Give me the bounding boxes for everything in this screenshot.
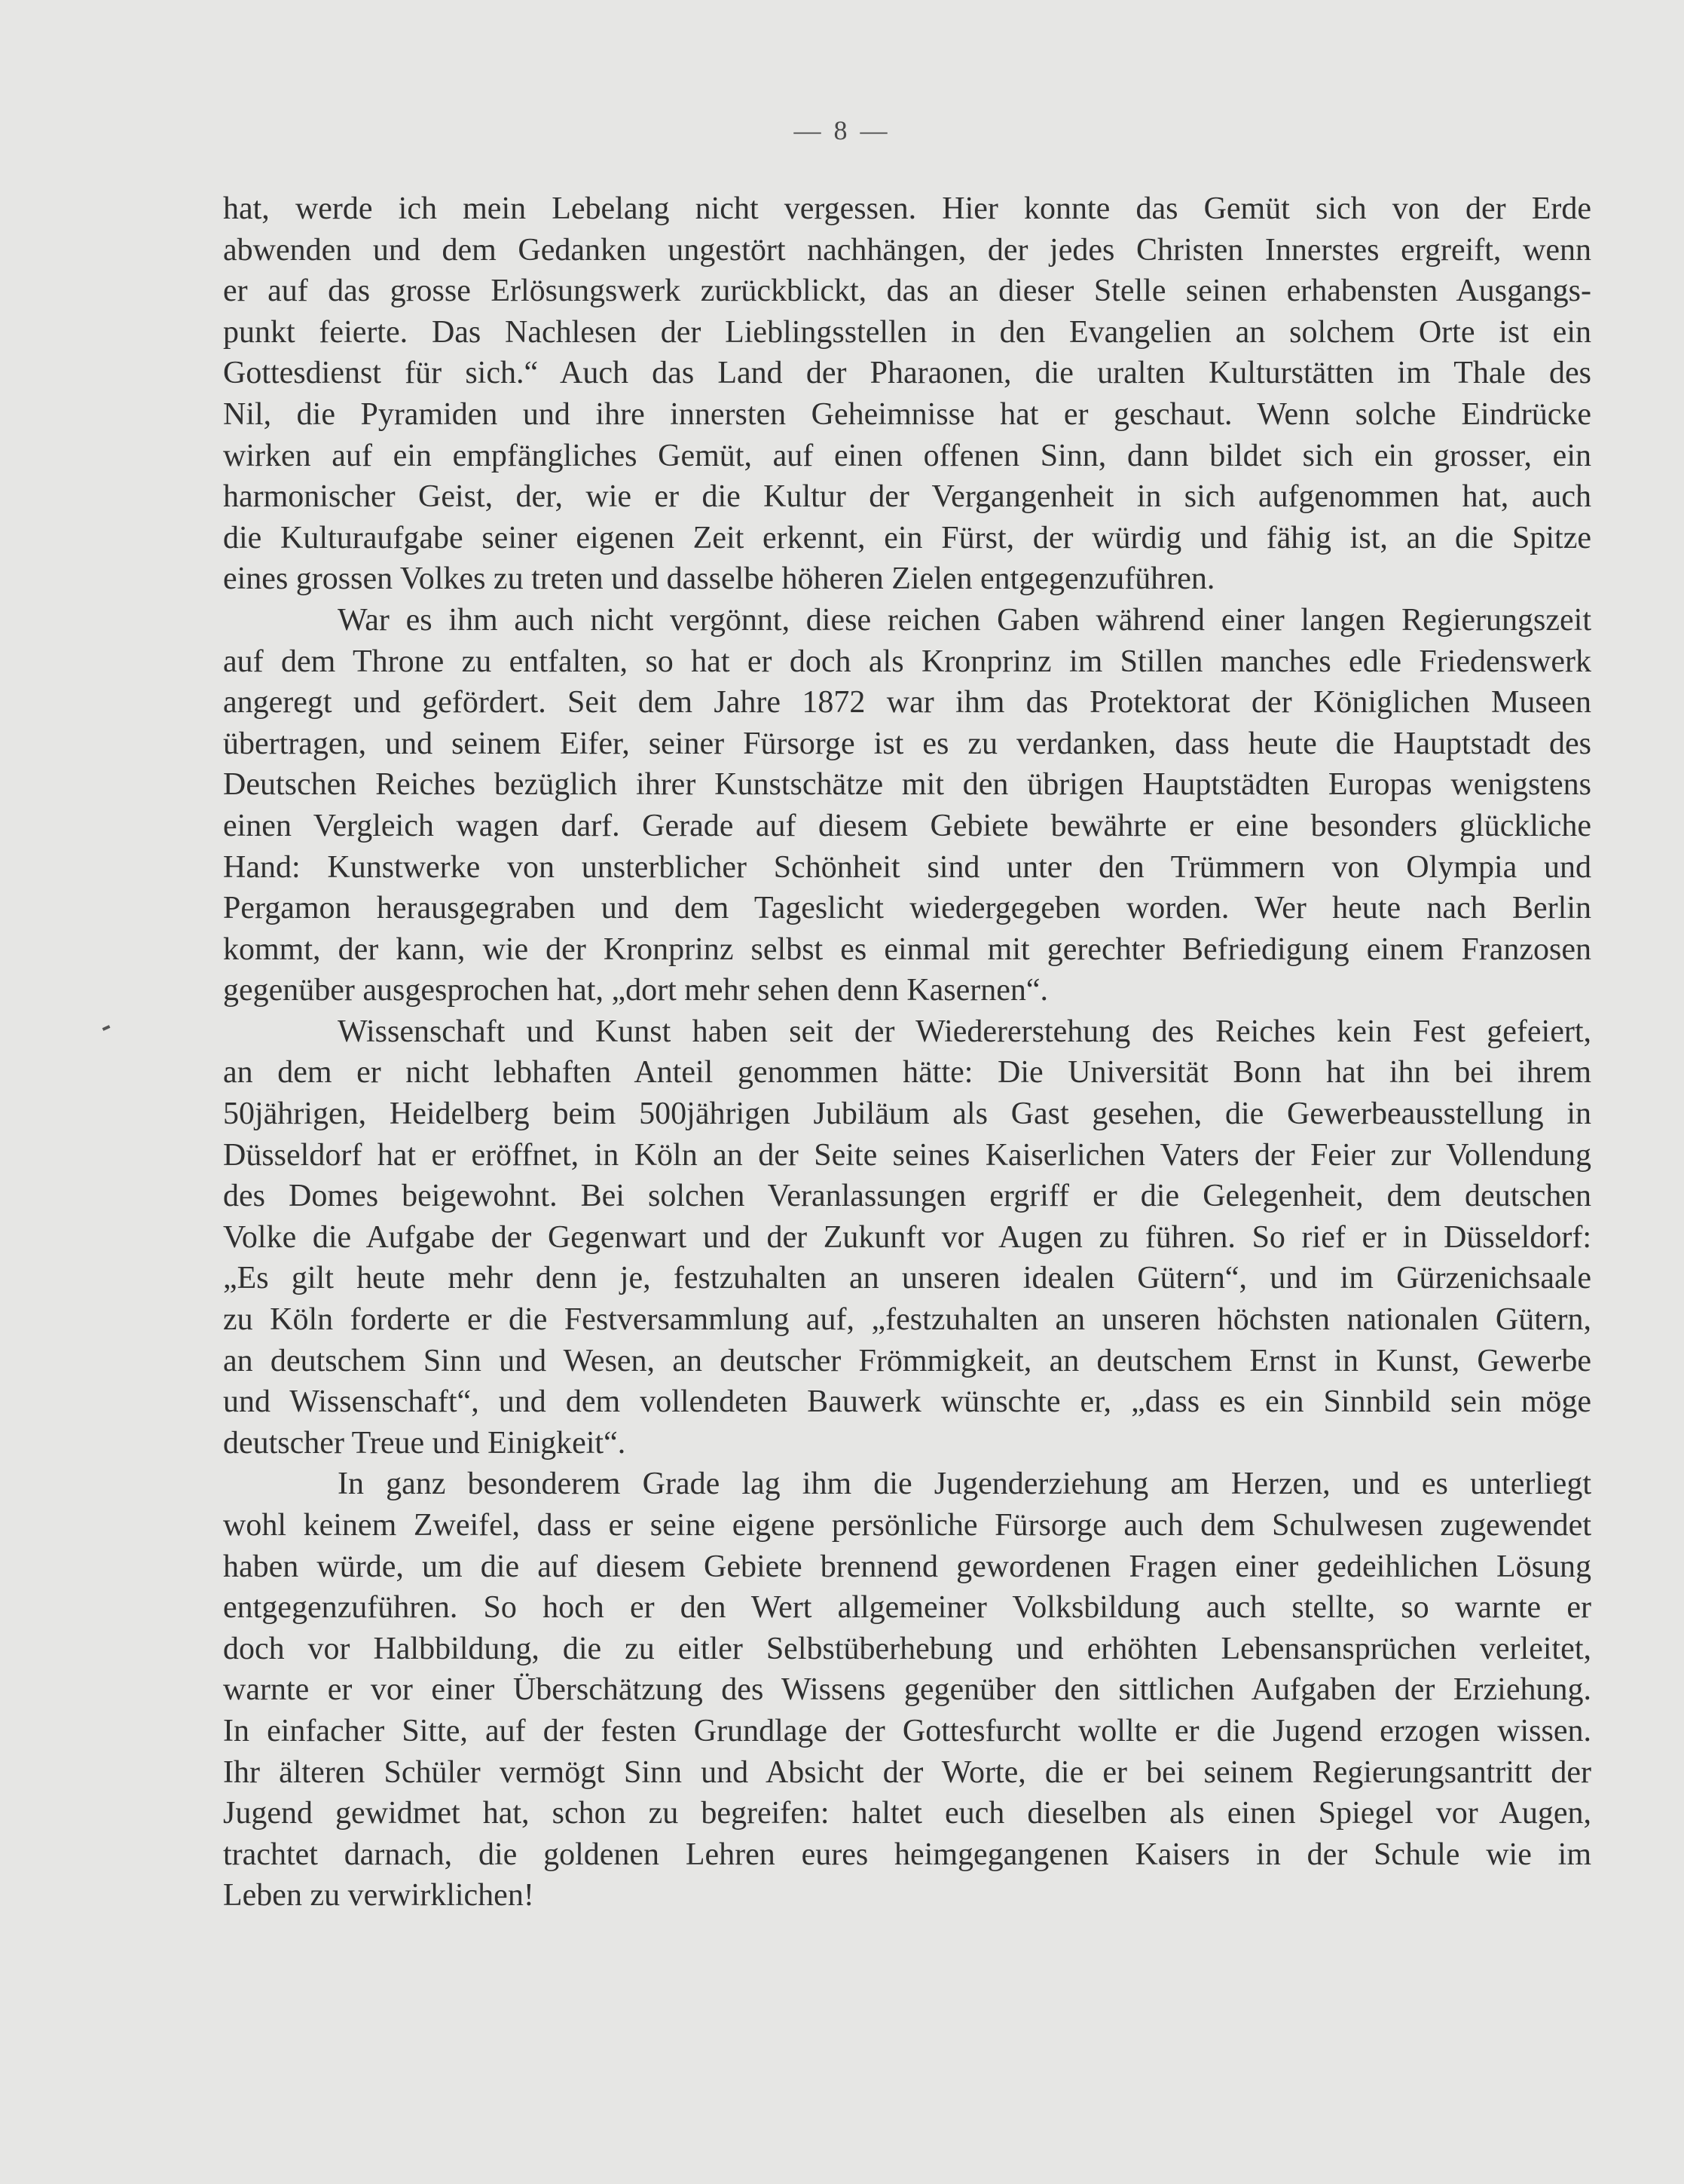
- page-number: — 8 —: [793, 115, 891, 145]
- text-line: abwenden und dem Gedanken ungestört nachhängen, der jedes Christen Innerstes ergreift, wenn: [223, 232, 1591, 268]
- text-line: Pergamon herausgegraben und dem Tageslicht wiedergegeben worden. Wer heute nach Berlin: [223, 891, 1591, 926]
- text-line: harmonischer Geist, der, wie er die Kultur der Vergangenheit in sich aufgenommen hat, auch: [223, 479, 1591, 515]
- paragraph-2: [223, 600, 1591, 1011]
- text-line: angeregt und gefördert. Seit dem Jahre 1872 war ihm das Protektorat der Königlichen Museen: [223, 685, 1591, 720]
- text-line: und Wissenschaft“, und dem vollendeten Bauwerk wünschte er, „dass es ein Sinnbild sein möge: [223, 1384, 1591, 1420]
- text-line: Gottesdienst für sich.“ Auch das Land der Pharaonen, die uralten Kulturstätten im Thale des: [223, 356, 1591, 391]
- text-line: In einfacher Sitte, auf der festen Grundlage der Gottesfurcht wollte er die Jugend erzogen wissen.: [223, 1713, 1591, 1748]
- text-line: auf dem Throne zu entfalten, so hat er doch als Kronprinz im Stillen manches edle Friedenswerk: [223, 644, 1591, 679]
- text-line: eines grossen Volkes zu treten und dasselbe höheren Zielen entgegenzuführen.: [223, 561, 1215, 597]
- text-line: übertragen, und seinem Eifer, seiner Fürsorge ist es zu verdanken, dass heute die Hauptstadt des: [223, 726, 1591, 761]
- paragraph-3: [223, 1011, 1591, 1464]
- text-line: Düsseldorf hat er eröffnet, in Köln an der Seite seines Kaiserlichen Vaters der Feier zur Vollendung: [223, 1137, 1591, 1173]
- text-line: er auf das grosse Erlösungswerk zurückblickt, das an dieser Stelle seinen erhabensten Ausgangs-: [223, 274, 1591, 309]
- text-line: Deutschen Reiches bezüglich ihrer Kunstschätze mit den übrigen Hauptstädten Europas wenigstens: [223, 767, 1591, 803]
- text-line: wohl keinem Zweifel, dass er seine eigene persönliche Fürsorge auch dem Schulwesen zugewendet: [223, 1508, 1591, 1543]
- margin-mark: [102, 1025, 111, 1031]
- text-line: War es ihm auch nicht vergönnt, diese reichen Gaben während einer langen Regierungszeit: [338, 602, 1591, 638]
- text-line: Ihr älteren Schüler vermögt Sinn und Absicht der Worte, die er bei seinem Regierungsantritt der: [223, 1754, 1591, 1790]
- text-line: an dem er nicht lebhaften Anteil genommen hätte: Die Universität Bonn hat ihn bei ihrem: [223, 1055, 1591, 1090]
- paragraph-1: [223, 188, 1591, 600]
- text-line: punkt feierte. Das Nachlesen der Lieblingsstellen in den Evangelien an solchem Orte ist ein: [223, 314, 1591, 350]
- text-line: Wissenschaft und Kunst haben seit der Wiedererstehung des Reiches kein Fest gefeiert,: [338, 1014, 1591, 1049]
- text-line: Volke die Aufgabe der Gegenwart und der Zukunft vor Augen zu führen. So rief er in Düsseldorf:: [223, 1219, 1591, 1255]
- text-line: doch vor Halbbildung, die zu eitler Selbstüberhebung und erhöhten Lebensansprüchen verleitet,: [223, 1631, 1591, 1666]
- text-line: an deutschem Sinn und Wesen, an deutscher Frömmigkeit, an deutschem Ernst in Kunst, Gewerbe: [223, 1343, 1591, 1378]
- text-body: [223, 188, 1591, 1916]
- text-line: Jugend gewidmet hat, schon zu begreifen: haltet euch dieselben als einen Spiegel vor Augen,: [223, 1796, 1591, 1831]
- text-line: 50jährigen, Heidelberg beim 500jährigen Jubiläum als Gast gesehen, die Gewerbeausstellung in: [223, 1097, 1591, 1132]
- text-line: die Kulturaufgabe seiner eigenen Zeit erkennt, ein Fürst, der würdig und fähig ist, an die Spitze: [223, 520, 1591, 555]
- text-line: zu Köln forderte er die Festversammlung auf, „festzuhalten an unseren höchsten nationalen Gütern,: [223, 1302, 1591, 1338]
- text-line: Hand: Kunstwerke von unsterblicher Schönheit sind unter den Trümmern von Olympia und: [223, 849, 1591, 885]
- text-line: Nil, die Pyramiden und ihre innersten Geheimnisse hat er geschaut. Wenn solche Eindrücke: [223, 396, 1591, 432]
- text-line: wirken auf ein empfängliches Gemüt, auf einen offenen Sinn, dann bildet sich ein grosser, ein: [223, 438, 1591, 473]
- text-line: trachtet darnach, die goldenen Lehren eures heimgegangenen Kaisers in der Schule wie im: [223, 1837, 1591, 1872]
- text-line: warnte er vor einer Überschätzung des Wissens gegenüber den sittlichen Aufgaben der Erziehung.: [223, 1672, 1591, 1708]
- text-line: hat, werde ich mein Lebelang nicht vergessen. Hier konnte das Gemüt sich von der Erde: [223, 191, 1591, 226]
- text-line: kommt, der kann, wie der Kronprinz selbst es einmal mit gerechter Befriedigung einem Franzosen: [223, 931, 1591, 967]
- text-line: In ganz besonderem Grade lag ihm die Jugenderziehung am Herzen, und es unterliegt: [338, 1467, 1591, 1502]
- text-line: Leben zu verwirklichen!: [223, 1878, 534, 1913]
- text-line: „Es gilt heute mehr denn je, festzuhalten an unseren idealen Gütern“, und im Gürzenichsaale: [223, 1261, 1591, 1296]
- text-line: gegenüber ausgesprochen hat, „dort mehr sehen denn Kasernen“.: [223, 973, 1049, 1008]
- text-line: einen Vergleich wagen darf. Gerade auf diesem Gebiete bewährte er eine besonders glückliche: [223, 808, 1591, 843]
- text-line: haben würde, um die auf diesem Gebiete brennend gewordenen Fragen einer gedeihlichen Lösung: [223, 1549, 1591, 1584]
- text-line: des Domes beigewohnt. Bei solchen Veranlassungen ergriff er die Gelegenheit, dem deutschen: [223, 1179, 1591, 1214]
- text-line: entgegenzuführen. So hoch er den Wert allgemeiner Volksbildung auch stellte, so warnte er: [223, 1590, 1591, 1626]
- text-line: deutscher Treue und Einigkeit“.: [223, 1425, 626, 1461]
- paragraph-4: [223, 1464, 1591, 1916]
